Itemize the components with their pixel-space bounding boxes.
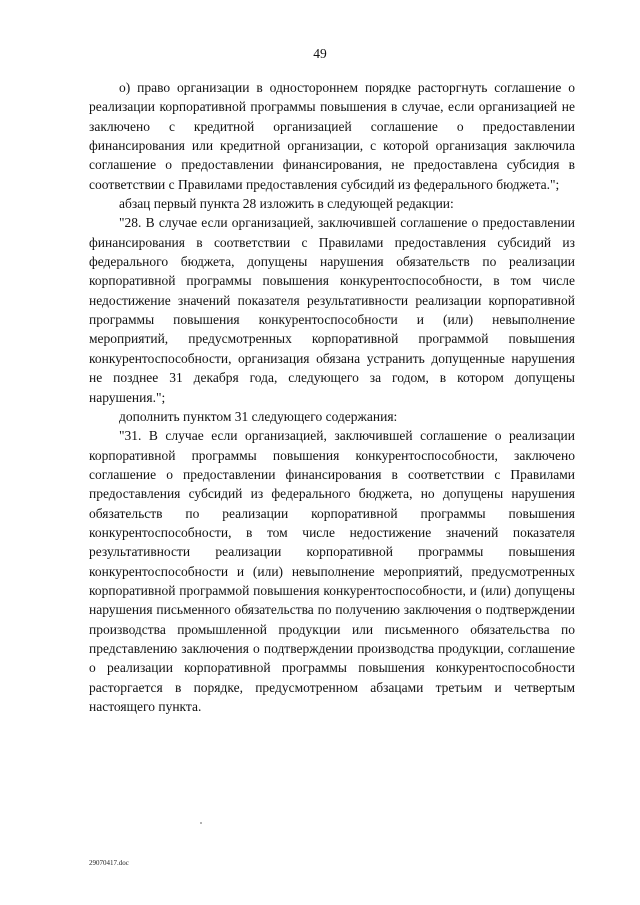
paragraph-amend-item-28: абзац первый пункта 28 изложить в следующей редакции:	[119, 196, 454, 212]
paragraph-item-31: "31. В случае если организацией, заключившей соглашение о реализации корпоративной программы повышения конкурентоспособности, заключено соглашение о предоставлении финансирования в соответствии с Правилами предоставления субсидий из федерального бюджета, но допущены нарушения обязательств по реализации корпоративной программы повышения конкурентоспособности, в том числе недостижение значений показателя результативности реализации корпоративной программы повышения конкурентоспособности и (или) невыполнение мероприятий, предусмотренных корпоративной программой повышения конкурентоспособности, и (или) допущены нарушения письменного обязательства по получению заключения о подтверждении производства промышленной продукции или письменного обязательства по представлению заключения о подтверждении производства продукции, соглашение о реализации корпоративной программы повышения конкурентоспособности расторгается в порядке, предусмотренном абзацами третьим и четвертым настоящего пункта.	[89, 428, 575, 714]
page-number: 49	[313, 46, 327, 61]
document-body	[89, 78, 575, 716]
scan-speck	[200, 822, 202, 824]
document-file-code: 29070417.doc	[89, 859, 129, 867]
paragraph-termination-right: о) право организации в одностороннем порядке расторгнуть соглашение о реализации корпоративной программы повышения в случае, если организацией не заключено с кредитной организацией соглашение о предоставлении финансирования или кредитной организации, с которой организация заключила соглашение о предоставлении финансирования, не предоставлена субсидия в соответствии с Правилами предоставления субсидий из федерального бюджета.";	[89, 80, 575, 192]
paragraph-item-28: "28. В случае если организацией, заключившей соглашение о предоставлении финансирования в соответствии с Правилами предоставления субсидий из федерального бюджета, допущены нарушения обязательств по реализации корпоративной программы повышения конкурентоспособности, в том числе недостижение значений показателя результативности реализации корпоративной программы повышения конкурентоспособности и (или) невыполнение мероприятий, предусмотренных корпоративной программой повышения конкурентоспособности, организация обязана устранить допущенные нарушения не позднее 31 декабря года, следующего за годом, в котором допущены нарушения.";	[89, 215, 575, 405]
paragraph-add-item-31: дополнить пунктом 31 следующего содержания:	[119, 408, 398, 424]
